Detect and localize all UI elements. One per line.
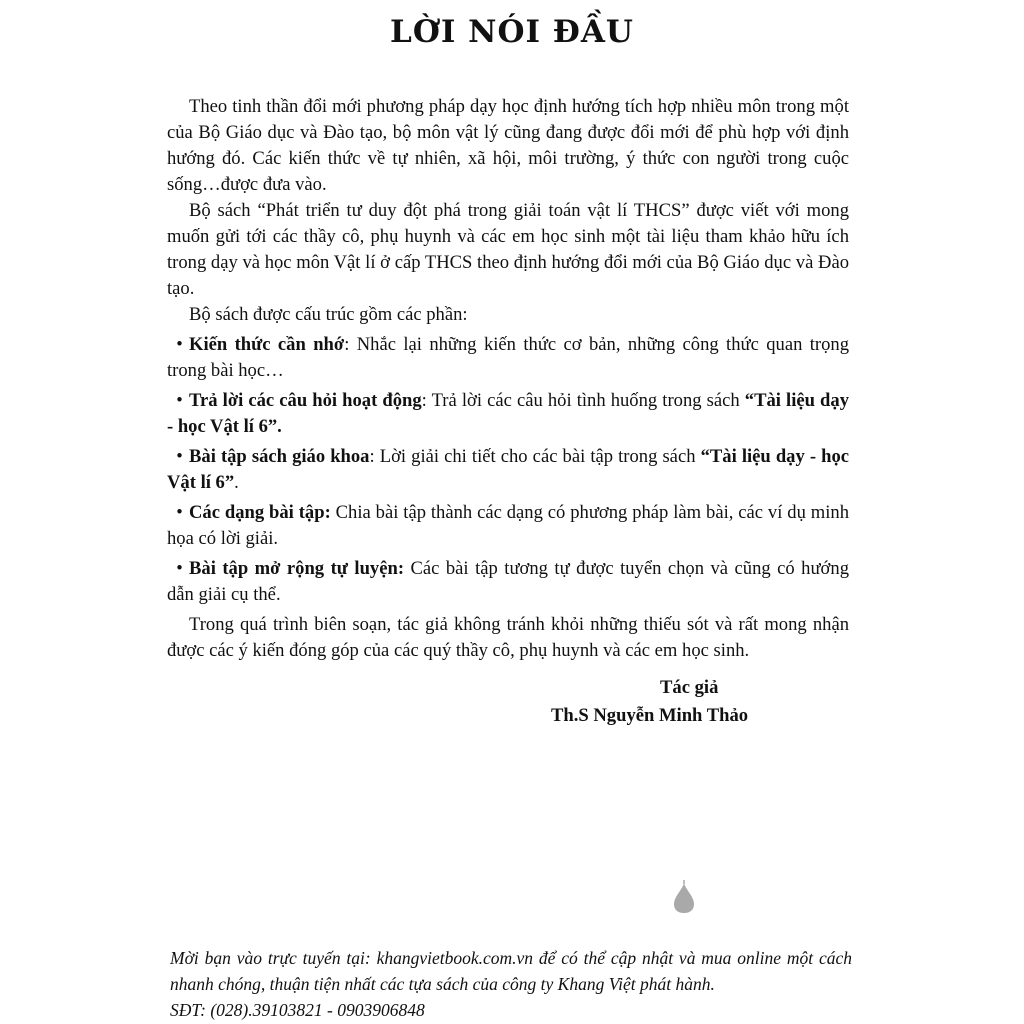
bullet-item xyxy=(167,332,849,384)
bullet-item xyxy=(167,556,849,608)
bullet-icon: • xyxy=(167,446,183,467)
bullet-text: : Trả lời các câu hỏi tình huống trong sách xyxy=(421,390,745,411)
footer-website-text: Mời bạn vào trực tuyến tại: khangvietbook.com.vn để có thể cập nhật và mua online một cách nhanh chóng, thuận tiện nhất các tựa sách của công ty Khang Việt phát hành. xyxy=(170,948,852,994)
signature-role: Tác giả xyxy=(660,677,719,698)
bullet-icon: • xyxy=(167,390,183,411)
bullet-text: Chia bài tập thành các dạng có phương pháp làm bài, các ví dụ minh họa có lời giải. xyxy=(167,502,849,549)
bullet-label: Trả lời các câu hỏi hoạt động xyxy=(189,390,422,411)
signature-name: Th.S Nguyễn Minh Thảo xyxy=(551,705,749,726)
bullet-icon: • xyxy=(167,558,183,579)
bullet-item xyxy=(167,444,849,496)
bullet-item xyxy=(167,388,849,440)
book-title: “Tài liệu dạy - học Vật lí 6” xyxy=(167,446,850,493)
bullet-label: Kiến thức cần nhớ xyxy=(189,334,345,355)
paragraph: Bộ sách “Phát triển tư duy đột phá trong giải toán vật lí THCS” được viết với mong muốn gửi tới các thầy cô, phụ huynh và các em học sinh một tài liệu tham khảo hữu ích trong dạy và học môn Vật lí ở cấp THCS theo định hướng đổi mới của Bộ Giáo dục và Đào tạo. xyxy=(167,200,849,299)
bullet-icon: • xyxy=(167,334,183,355)
publisher-drop-logo-icon xyxy=(672,880,696,914)
footer-note xyxy=(170,945,852,1023)
bullet-text: : Lời giải chi tiết cho các bài tập trong sách xyxy=(369,446,701,467)
bullet-label: Bài tập sách giáo khoa xyxy=(189,446,370,467)
bullet-item xyxy=(167,500,849,552)
bullet-label: Bài tập mở rộng tự luyện: xyxy=(189,558,405,579)
footer-phone: SĐT: (028).39103821 - 0903906848 xyxy=(170,1000,425,1020)
page-title: LỜI NÓI ĐẦU xyxy=(390,14,634,50)
paragraph: Theo tinh thần đổi mới phương pháp dạy học định hướng tích hợp nhiều môn trong một của Bộ Giáo dục và Đào tạo, bộ môn vật lý cũng đang được đổi mới để phù hợp với định hướng đó. Các kiến thức về tự nhiên, xã hội, môi trường, ý thức con người trong cuộc sống…được đưa vào. xyxy=(167,96,849,195)
bullet-text: Các bài tập tương tự được tuyển chọn và cũng có hướng dẫn giải cụ thể. xyxy=(167,558,849,605)
book-title: “Tài liệu dạy - học Vật lí 6”. xyxy=(167,390,849,437)
bullet-end: . xyxy=(234,472,239,493)
preface-body xyxy=(167,94,849,664)
bullet-text: : Nhắc lại những kiến thức cơ bản, những công thức quan trọng trong bài học… xyxy=(167,334,849,381)
bullet-label: Các dạng bài tập: xyxy=(189,502,331,523)
paragraph: Bộ sách được cấu trúc gồm các phần: xyxy=(189,304,468,325)
closing-paragraph: Trong quá trình biên soạn, tác giả không tránh khỏi những thiếu sót và rất mong nhận được các ý kiến đóng góp của các quý thầy cô, phụ huynh và các em học sinh. xyxy=(167,614,849,661)
bullet-icon: • xyxy=(167,502,183,523)
